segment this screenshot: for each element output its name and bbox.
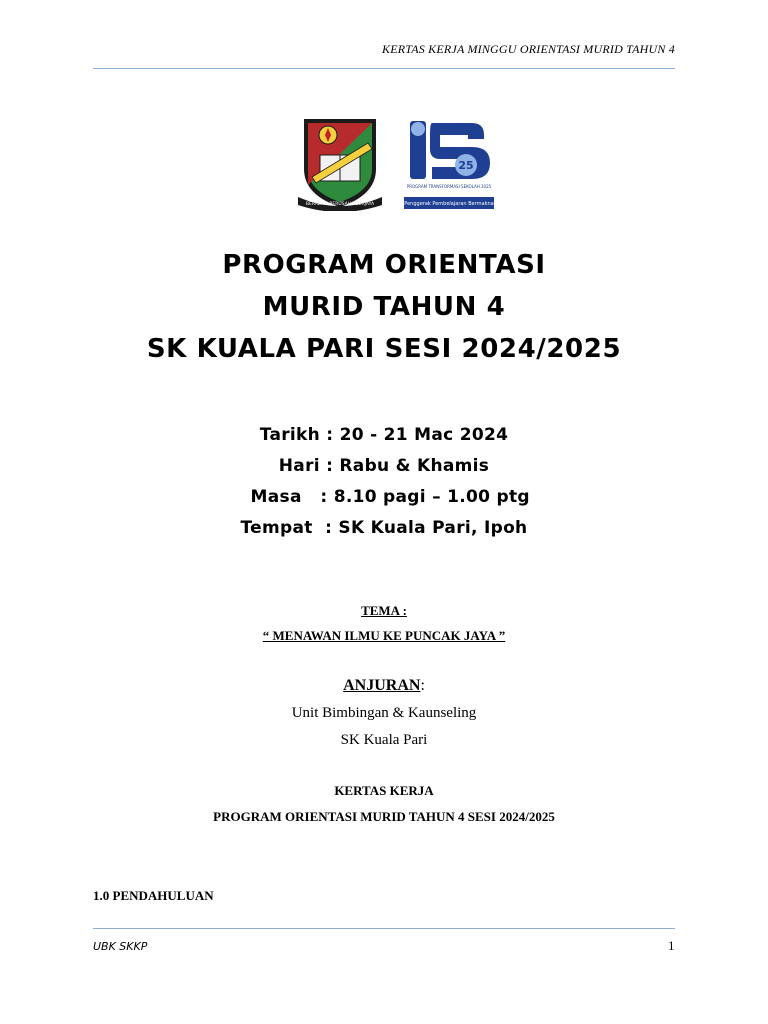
kertas-kerja-subheading: PROGRAM ORIENTASI MURID TAHUN 4 SESI 2024/2025: [213, 809, 555, 824]
tema-value: “ MENAWAN ILMU KE PUNCAK JAYA ”: [262, 628, 506, 643]
anjuran-unit: Unit Bimbingan & Kaunseling: [291, 705, 477, 721]
running-header: KERTAS KERJA MINGGU ORIENTASI MURID TAHUN 4: [381, 42, 675, 56]
tema-label: TEMA :: [361, 603, 407, 618]
page-number: 1: [668, 938, 675, 953]
svg-text:PROGRAM TRANSFORMASI SEKOLAH 2: PROGRAM TRANSFORMASI SEKOLAH 2025: [406, 184, 492, 189]
svg-text:Penggerak Pembelajaran Bermakn: Penggerak Pembelajaran Bermakna: [404, 201, 494, 207]
anjuran-school: SK Kuala Pari: [340, 732, 428, 748]
anjuran-label-text: ANJURAN: [343, 677, 421, 694]
anjuran-colon: :: [420, 677, 425, 694]
detail-tarikh: Tarikh : 20 - 21 Mac 2024: [259, 425, 509, 445]
detail-tempat: Tempat : SK Kuala Pari, Ipoh: [240, 518, 528, 538]
header-rule: [93, 68, 675, 69]
school-crest-logo: [298, 115, 382, 211]
logo-row: [0, 112, 768, 212]
pts-2025-logo: [402, 117, 496, 211]
svg-text:BERAZAM BERUSAHA BERJAYA: BERAZAM BERUSAHA BERJAYA: [305, 202, 375, 207]
kertas-kerja-heading: KERTAS KERJA: [334, 783, 434, 798]
detail-masa: Masa : 8.10 pagi – 1.00 ptg: [238, 487, 530, 507]
anjuran-label: [0, 677, 768, 695]
footer-label: UBK SKKP: [93, 940, 148, 953]
svg-text:25: 25: [458, 159, 474, 172]
footer-rule: [93, 928, 675, 929]
detail-hari: Hari : Rabu & Khamis: [278, 456, 490, 476]
title-line-2: MURID TAHUN 4: [262, 292, 506, 322]
title-line-1: PROGRAM ORIENTASI: [222, 250, 546, 280]
title-line-3: SK KUALA PARI SESI 2024/2025: [146, 334, 622, 364]
section-heading: 1.0 PENDAHULUAN: [93, 888, 214, 903]
